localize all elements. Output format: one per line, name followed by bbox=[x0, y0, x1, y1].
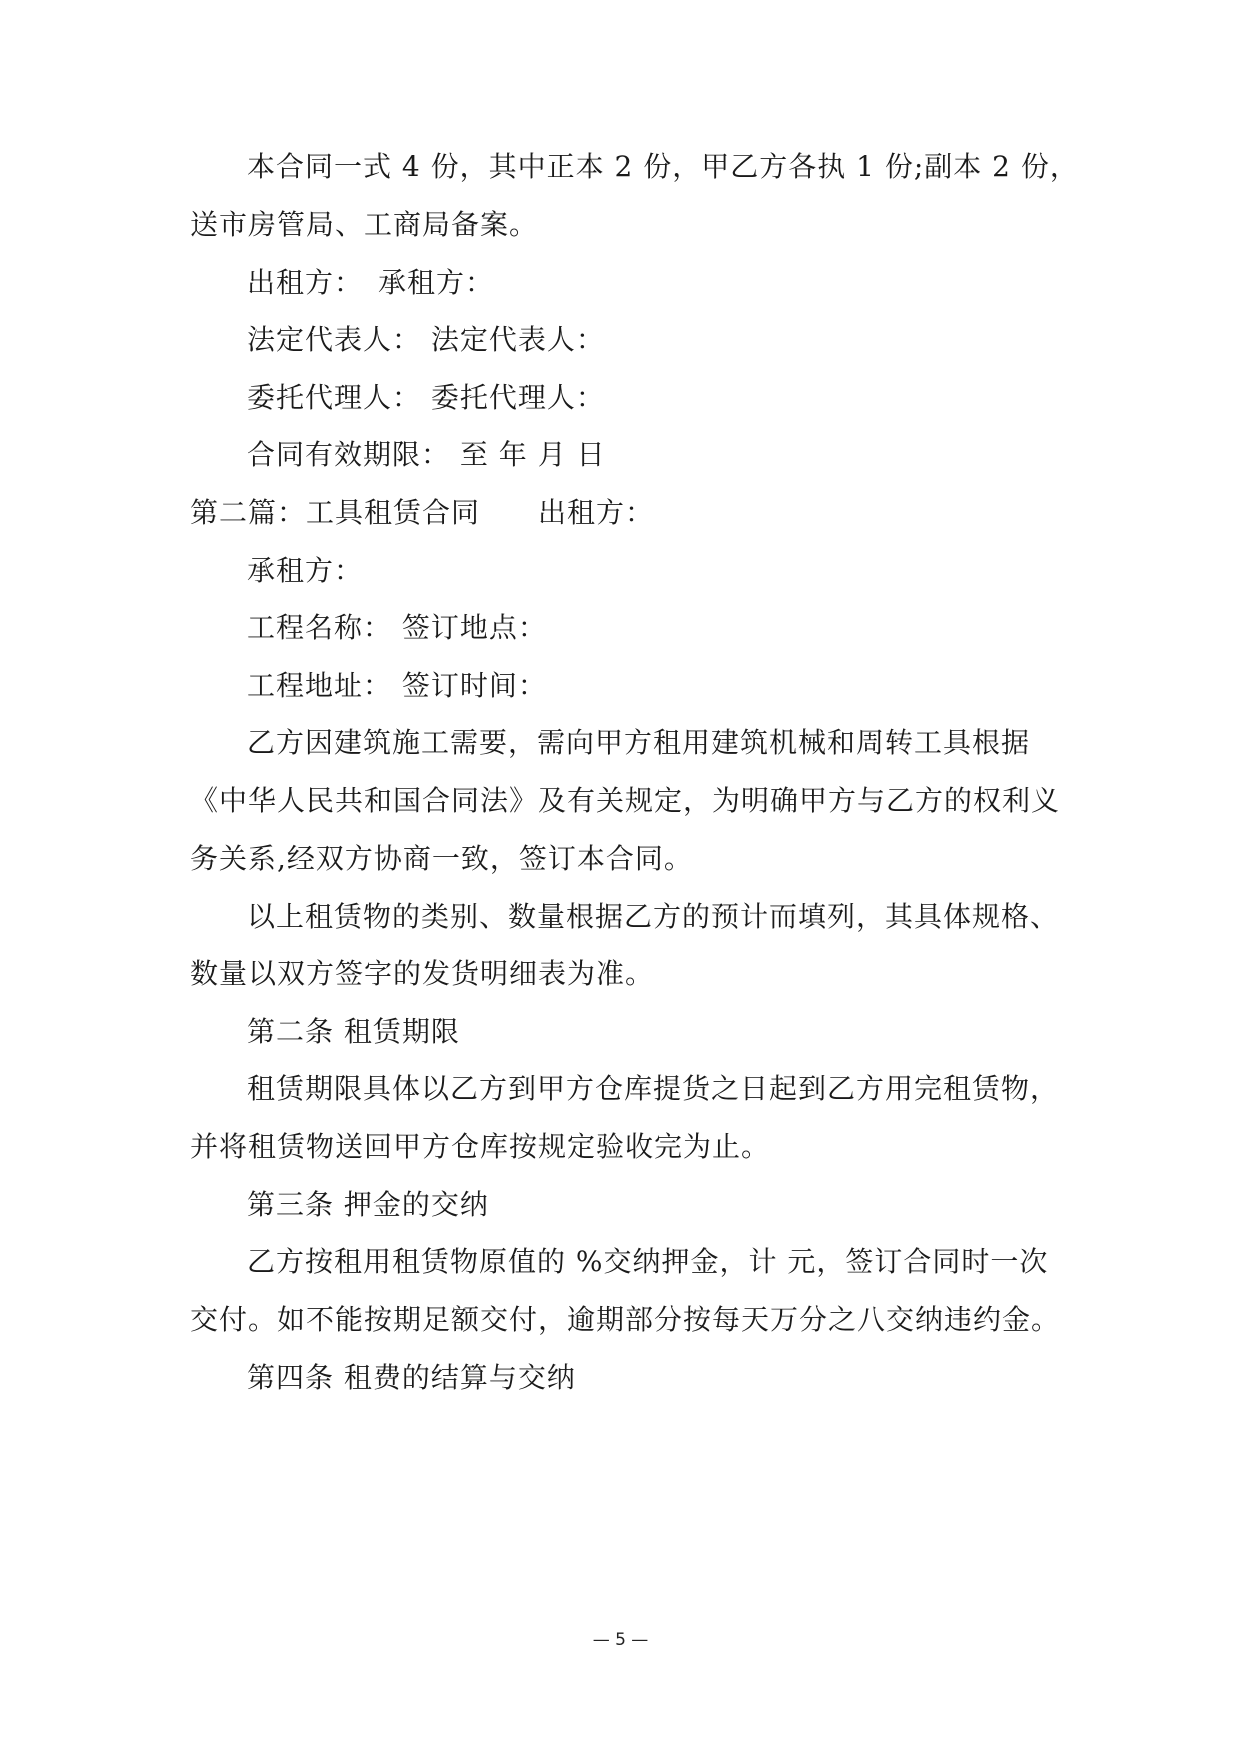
legal-representative-line: 法定代表人： 法定代表人： bbox=[247, 323, 605, 356]
paragraph-purpose-line-2: 《中华人民共和国合同法》及有关规定，为明确甲方与乙方的权利义 bbox=[190, 784, 1061, 817]
page-number: — 5 — bbox=[592, 1630, 649, 1650]
contract-validity-line: 合同有效期限： 至 年 月 日 bbox=[247, 438, 606, 471]
paragraph-items-line-2: 数量以双方签字的发货明细表为准。 bbox=[190, 957, 655, 990]
article-3-heading: 第三条 押金的交纳 bbox=[247, 1188, 489, 1221]
article-2-heading: 第二条 租赁期限 bbox=[247, 1015, 460, 1048]
section-heading-tool-lease: 第二篇：工具租赁合同 出租方： bbox=[190, 496, 655, 529]
paragraph-purpose-line-3: 务关系,经双方协商一致，签订本合同。 bbox=[190, 842, 693, 875]
project-address-line: 工程地址： 签订时间： bbox=[247, 669, 547, 702]
project-name-line: 工程名称： 签订地点： bbox=[247, 611, 547, 644]
paragraph-term-line-1: 租赁期限具体以乙方到甲方仓库提货之日起到乙方用完租赁物， bbox=[247, 1072, 1060, 1105]
paragraph-copies-line-2: 送市房管局、工商局备案。 bbox=[190, 208, 539, 241]
article-4-heading: 第四条 租费的结算与交纳 bbox=[247, 1361, 576, 1394]
paragraph-purpose-line-1: 乙方因建筑施工需要，需向甲方租用建筑机械和周转工具根据 bbox=[247, 726, 1031, 759]
paragraph-term-line-2: 并将租赁物送回甲方仓库按规定验收完为止。 bbox=[190, 1130, 771, 1163]
lessee-line: 承租方： bbox=[247, 554, 364, 587]
paragraph-copies-line-1: 本合同一式 4 份，其中正本 2 份，甲乙方各执 1 份;副本 2 份， bbox=[247, 150, 1079, 183]
authorized-agent-line: 委托代理人： 委托代理人： bbox=[247, 381, 605, 414]
paragraph-items-line-1: 以上租赁物的类别、数量根据乙方的预计而填列，其具体规格、 bbox=[247, 900, 1060, 933]
lessor-lessee-line: 出租方： 承租方： bbox=[247, 266, 495, 299]
paragraph-deposit-line-2: 交付。如不能按期足额交付，逾期部分按每天万分之八交纳违约金。 bbox=[190, 1303, 1061, 1336]
paragraph-deposit-line-1: 乙方按租用租赁物原值的 %交纳押金，计 元，签订合同时一次 bbox=[247, 1245, 1049, 1278]
